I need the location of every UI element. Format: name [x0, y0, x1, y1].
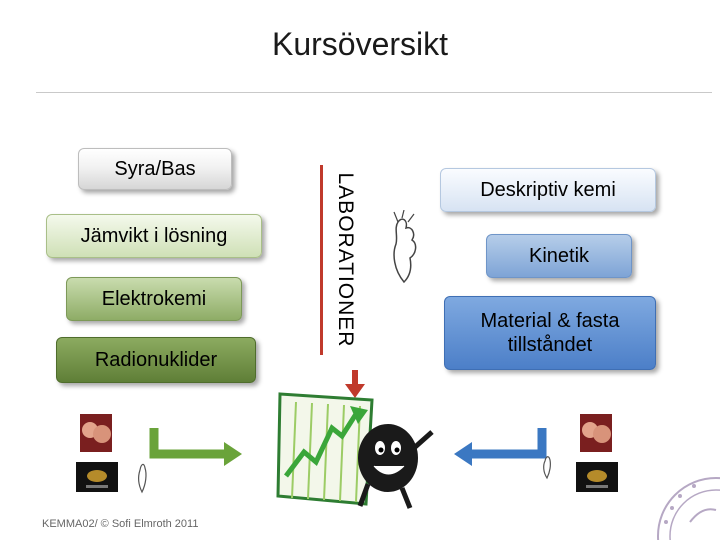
topic-material[interactable] [444, 296, 656, 370]
small-sketch-icon-right [540, 452, 554, 480]
topic-elektrokemi[interactable] [66, 277, 242, 321]
green-right-arrow-icon [148, 424, 244, 466]
topic-syra-bas[interactable] [78, 148, 232, 190]
dark-photo-right [576, 462, 618, 492]
hand-sketch-icon [384, 210, 424, 286]
topic-deskriptiv-kemi-label: Deskriptiv kemi [480, 179, 616, 201]
topic-jamvikt-label: Jämvikt i lösning [80, 225, 228, 247]
topic-elektrokemi-label: Elektrokemi [101, 288, 207, 310]
people-photo-right [580, 414, 612, 452]
dark-photo-left [76, 462, 118, 492]
topic-radionuklider[interactable] [56, 337, 256, 383]
blue-left-arrow-icon [452, 424, 548, 466]
topic-radionuklider-label: Radionuklider [94, 349, 218, 371]
topic-deskriptiv-kemi[interactable] [440, 168, 656, 212]
footer-credit: KEMMA02/ © Sofi Elmroth 2011 [42, 518, 199, 530]
small-sketch-icon-left [134, 458, 150, 494]
university-seal-logo [650, 470, 720, 540]
slide-title: Kursöversikt [271, 26, 449, 62]
topic-kinetik-label: Kinetik [528, 245, 590, 267]
lab-label: LABORATIONER [334, 172, 357, 348]
people-photo-left [80, 414, 112, 452]
lab-divider [320, 165, 323, 355]
growth-chart-illustration [276, 392, 446, 512]
topic-kinetik[interactable] [486, 234, 632, 278]
title-divider [36, 92, 712, 93]
topic-jamvikt[interactable] [46, 214, 262, 258]
lab-section [320, 165, 362, 355]
topic-material-label: Material & fasta tillståndet [480, 310, 620, 356]
topic-syra-bas-label: Syra/Bas [114, 158, 196, 180]
